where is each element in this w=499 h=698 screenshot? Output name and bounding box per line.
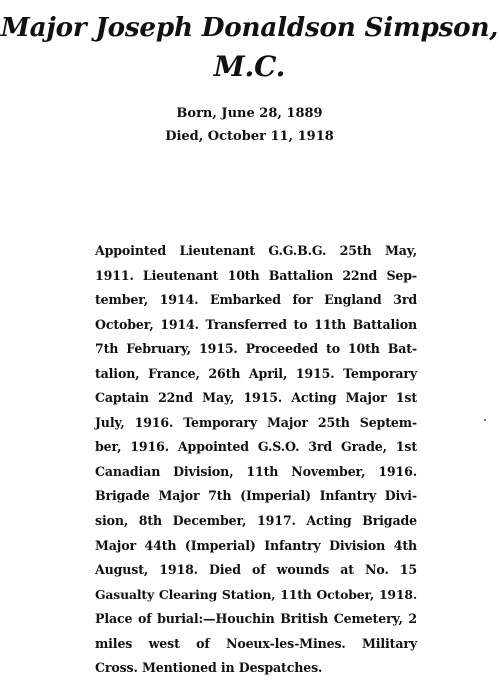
biography-line: October, 1914. Transferred to 11th Battalion bbox=[95, 316, 417, 332]
biography-line: tember, 1914. Embarked for England 3rd bbox=[95, 292, 417, 308]
biography-line: Major 44th (Imperial) Infantry Division 4th bbox=[95, 537, 417, 553]
biography-line: talion, France, 26th April, 1915. Temporary bbox=[95, 365, 417, 381]
biography-line: Gasualty Clearing Station, 11th October, 1918. bbox=[95, 586, 417, 602]
biography-line: Canadian Division, 11th November, 1916. bbox=[95, 463, 417, 479]
biography-line: miles west of Noeux-les-Mines. Military bbox=[95, 635, 417, 651]
biography-line: Place of burial:—Houchin British Cemetery, 2 bbox=[95, 611, 417, 627]
biography-line: Brigade Major 7th (Imperial) Infantry Divi- bbox=[95, 488, 417, 504]
biography-line: July, 1916. Temporary Major 25th Septem- bbox=[95, 414, 417, 430]
biography-line: ber, 1916. Appointed G.S.O. 3rd Grade, 1st bbox=[95, 439, 417, 455]
name-heading-line-1: Major Joseph Donaldson Simpson, bbox=[0, 12, 499, 43]
biography-line-last: Cross. Mentioned in Despatches. bbox=[95, 660, 323, 676]
biography-line: 7th February, 1915. Proceeded to 10th Bat- bbox=[95, 341, 417, 357]
biography-text bbox=[95, 239, 417, 681]
biography-line: Captain 22nd May, 1915. Acting Major 1st bbox=[95, 390, 417, 406]
biography-line: 1911. Lieutenant 10th Battalion 22nd Sep- bbox=[95, 267, 417, 283]
name-heading-line-2: M.C. bbox=[213, 50, 286, 83]
biography-line: Appointed Lieutenant G.G.B.G. 25th May, bbox=[95, 243, 417, 258]
scan-speck bbox=[484, 419, 486, 421]
death-date: Died, October 11, 1918 bbox=[165, 129, 334, 144]
biography-line: sion, 8th December, 1917. Acting Brigade bbox=[95, 513, 417, 529]
biography-line: August, 1918. Died of wounds at No. 15 bbox=[95, 562, 417, 578]
birth-date: Born, June 28, 1889 bbox=[176, 106, 323, 121]
